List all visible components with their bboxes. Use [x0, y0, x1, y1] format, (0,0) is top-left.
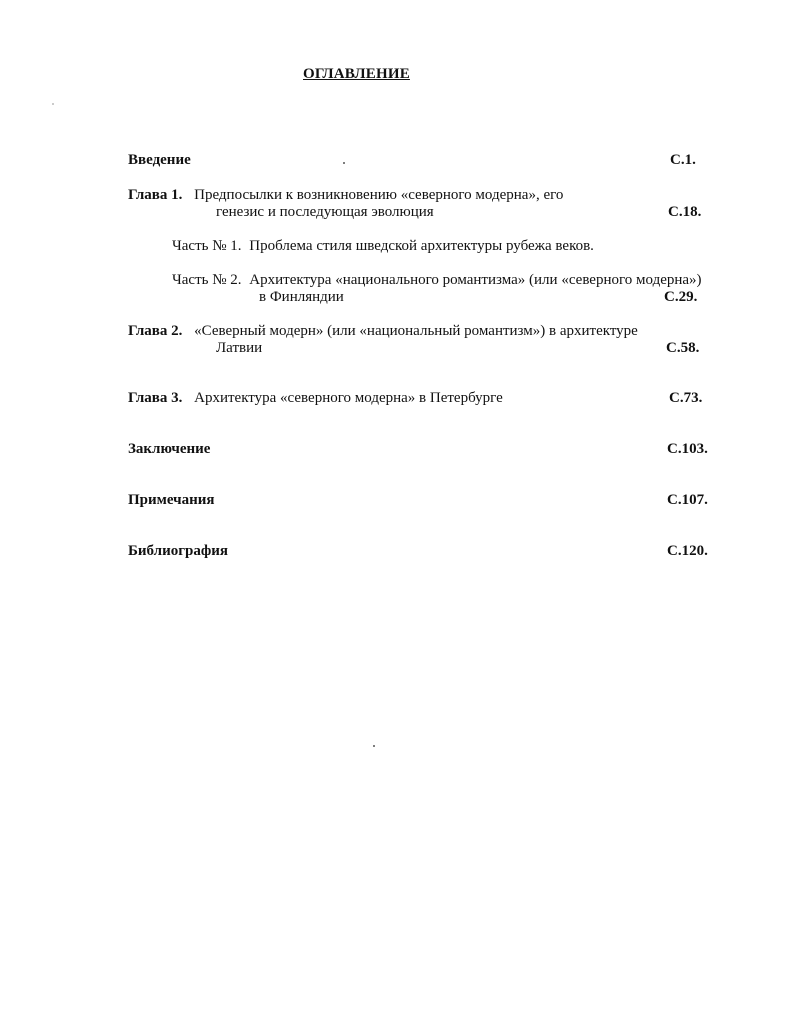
page-title: ОГЛАВЛЕНИЕ: [303, 66, 410, 82]
part2-title-line1: Архитектура «национального романтизма» (или «северного модерна»): [249, 272, 702, 288]
part2-label: Часть № 2.: [172, 272, 242, 288]
part1-label: Часть № 1.: [172, 238, 242, 254]
chapter1-page: С.18.: [668, 204, 702, 220]
toc-entry-conclusion-title: Заключение: [128, 441, 211, 457]
chapter2-title-line1: «Северный модерн» (или «национальный романтизм») в архитектуре: [194, 323, 638, 339]
toc-entry-conclusion-page: С.103.: [667, 441, 708, 457]
chapter1-title-line2: генезис и последующая эволюция: [216, 204, 434, 220]
part1-title: Проблема стиля шведской архитектуры рубежа веков.: [249, 238, 594, 254]
toc-entry-bibliography-page: С.120.: [667, 543, 708, 559]
chapter1-label: Глава 1.: [128, 187, 183, 203]
chapter3-page: С.73.: [669, 390, 703, 406]
chapter3-title: Архитектура «северного модерна» в Петербурге: [194, 390, 503, 406]
toc-entry-part2-line1: [172, 272, 702, 289]
toc-entry-notes-page: С.107.: [667, 492, 708, 508]
chapter1-title-line1: Предпосылки к возникновению «северного модерна», его: [194, 187, 564, 203]
toc-entry-chapter2-line1: [128, 323, 638, 340]
toc-entry-chapter3: [128, 390, 503, 407]
chapter2-title-line2: Латвии: [216, 340, 263, 356]
chapter2-page: С.58.: [666, 340, 700, 356]
part2-page: С.29.: [664, 289, 698, 305]
chapter3-label: Глава 3.: [128, 390, 183, 406]
toc-entry-introduction-title: Введение: [128, 152, 191, 168]
chapter2-label: Глава 2.: [128, 323, 183, 339]
toc-entry-chapter1-line1: [128, 187, 563, 204]
scan-speck: [52, 103, 54, 105]
part2-title-line2: в Финляндии: [259, 289, 344, 305]
toc-entry-part1: [172, 238, 594, 255]
toc-entry-introduction-page: С.1.: [670, 152, 696, 168]
scan-speck: [343, 162, 345, 164]
toc-entry-notes-title: Примечания: [128, 492, 215, 508]
toc-entry-bibliography-title: Библиография: [128, 543, 229, 559]
scan-speck: [373, 745, 375, 747]
